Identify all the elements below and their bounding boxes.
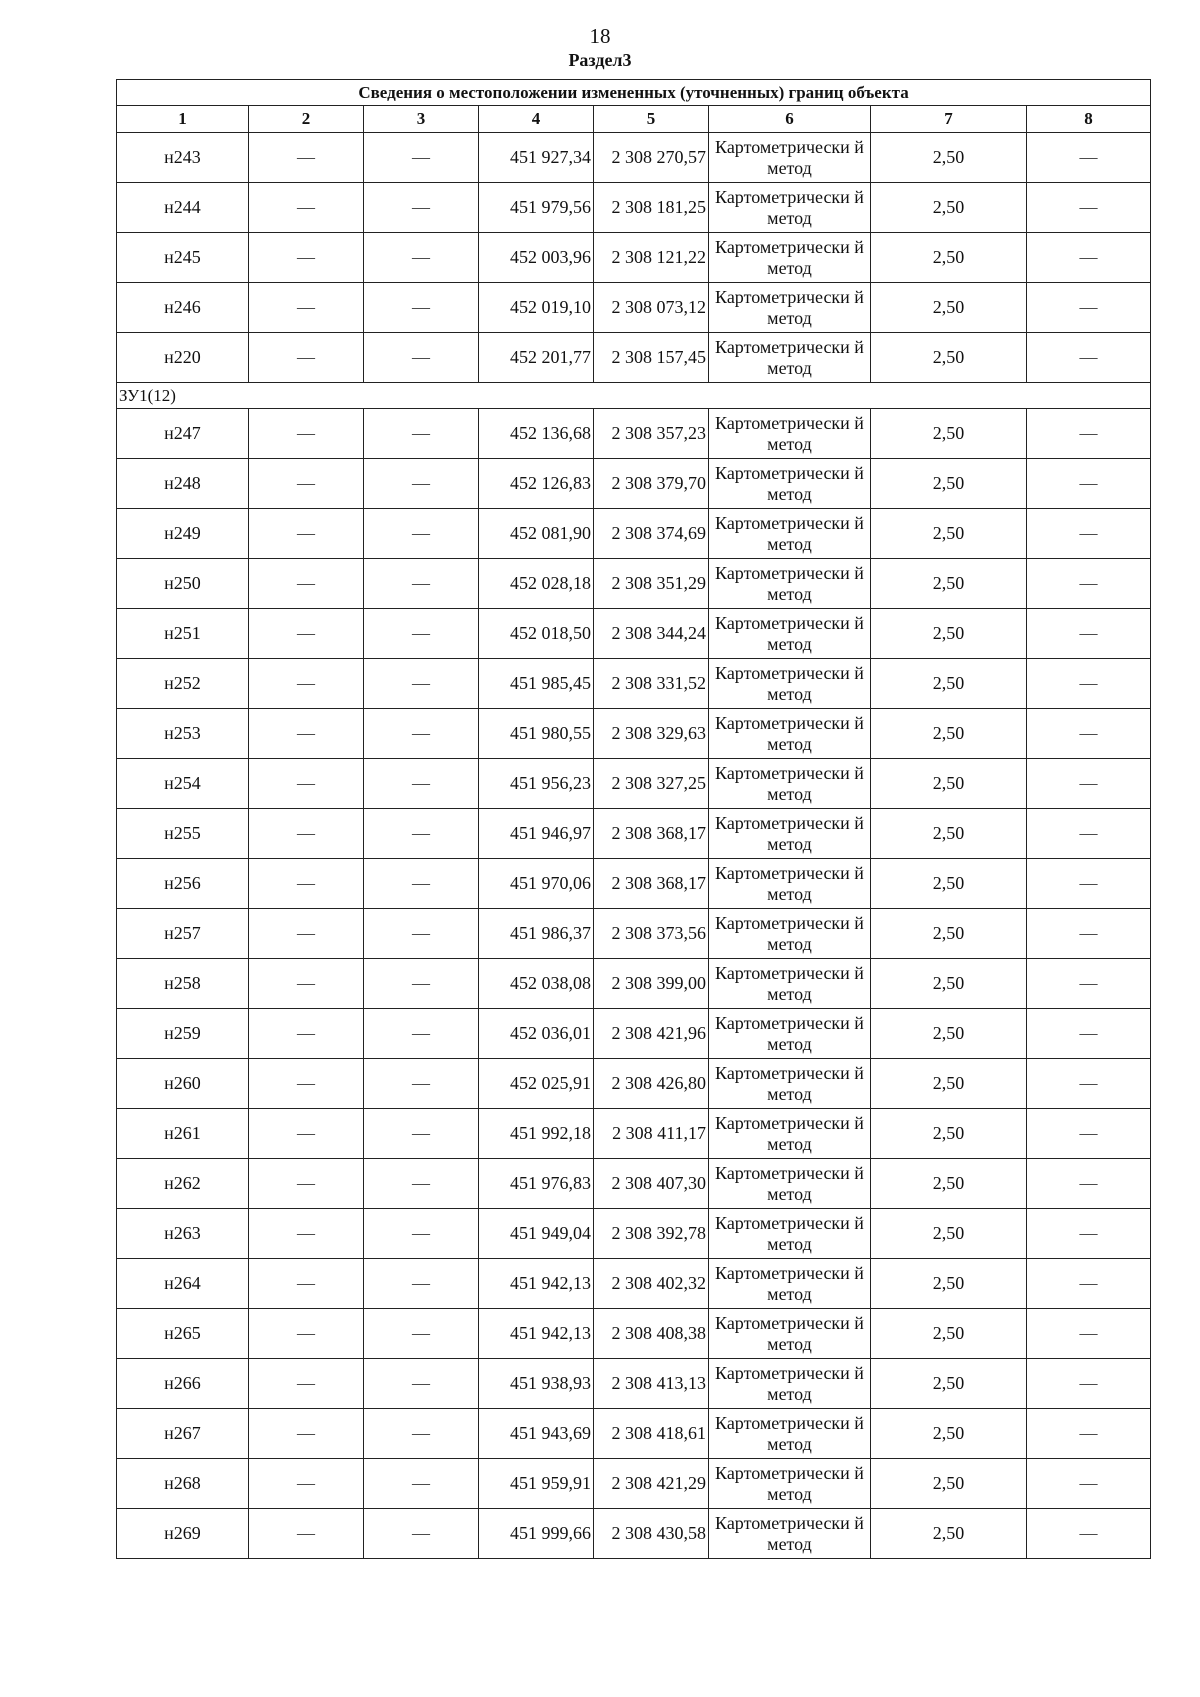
empty-cell: —: [1027, 1409, 1151, 1459]
point-cell: н269: [117, 1509, 249, 1559]
empty-cell: —: [249, 909, 364, 959]
method-cell: Картометрически й метод: [709, 609, 871, 659]
empty-cell: —: [249, 1359, 364, 1409]
empty-cell: —: [1027, 959, 1151, 1009]
empty-cell: —: [1027, 509, 1151, 559]
method-cell: Картометрически й метод: [709, 1509, 871, 1559]
method-cell: Картометрически й метод: [709, 1459, 871, 1509]
method-cell: Картометрически й метод: [709, 1109, 871, 1159]
method-cell: Картометрически й метод: [709, 809, 871, 859]
accuracy-cell: 2,50: [871, 609, 1027, 659]
method-cell: Картометрически й метод: [709, 333, 871, 383]
empty-cell: —: [364, 283, 479, 333]
x-coordinate-cell: 451 976,83: [479, 1159, 594, 1209]
x-coordinate-cell: 451 992,18: [479, 1109, 594, 1159]
empty-cell: —: [1027, 609, 1151, 659]
empty-cell: —: [249, 759, 364, 809]
empty-cell: —: [364, 509, 479, 559]
method-cell: Картометрически й метод: [709, 1259, 871, 1309]
method-cell: Картометрически й метод: [709, 1159, 871, 1209]
x-coordinate-cell: 452 019,10: [479, 283, 594, 333]
x-coordinate-cell: 451 999,66: [479, 1509, 594, 1559]
accuracy-cell: 2,50: [871, 333, 1027, 383]
y-coordinate-cell: 2 308 408,38: [594, 1309, 709, 1359]
accuracy-cell: 2,50: [871, 659, 1027, 709]
empty-cell: —: [1027, 1509, 1151, 1559]
table-row: [117, 709, 1151, 759]
empty-cell: —: [364, 859, 479, 909]
table-row: [117, 283, 1151, 333]
empty-cell: —: [249, 459, 364, 509]
y-coordinate-cell: 2 308 421,29: [594, 1459, 709, 1509]
empty-cell: —: [249, 1459, 364, 1509]
column-number: 3: [364, 106, 479, 133]
table-row: [117, 509, 1151, 559]
group-label: ЗУ1(12): [117, 383, 1151, 409]
method-cell: Картометрически й метод: [709, 1209, 871, 1259]
y-coordinate-cell: 2 308 413,13: [594, 1359, 709, 1409]
empty-cell: —: [249, 859, 364, 909]
column-number: 8: [1027, 106, 1151, 133]
x-coordinate-cell: 451 927,34: [479, 133, 594, 183]
accuracy-cell: 2,50: [871, 1209, 1027, 1259]
empty-cell: —: [1027, 133, 1151, 183]
accuracy-cell: 2,50: [871, 1009, 1027, 1059]
accuracy-cell: 2,50: [871, 909, 1027, 959]
method-cell: Картометрически й метод: [709, 909, 871, 959]
empty-cell: —: [249, 283, 364, 333]
empty-cell: —: [364, 1509, 479, 1559]
point-cell: н251: [117, 609, 249, 659]
point-cell: н267: [117, 1409, 249, 1459]
point-cell: н243: [117, 133, 249, 183]
column-numbers-row: [117, 106, 1151, 133]
x-coordinate-cell: 452 136,68: [479, 409, 594, 459]
table-row: [117, 909, 1151, 959]
point-cell: н265: [117, 1309, 249, 1359]
accuracy-cell: 2,50: [871, 183, 1027, 233]
accuracy-cell: 2,50: [871, 1059, 1027, 1109]
y-coordinate-cell: 2 308 329,63: [594, 709, 709, 759]
method-cell: Картометрически й метод: [709, 459, 871, 509]
y-coordinate-cell: 2 308 181,25: [594, 183, 709, 233]
method-cell: Картометрически й метод: [709, 133, 871, 183]
table-row: [117, 609, 1151, 659]
empty-cell: —: [364, 409, 479, 459]
accuracy-cell: 2,50: [871, 959, 1027, 1009]
empty-cell: —: [249, 659, 364, 709]
empty-cell: —: [1027, 1309, 1151, 1359]
y-coordinate-cell: 2 308 368,17: [594, 809, 709, 859]
accuracy-cell: 2,50: [871, 1509, 1027, 1559]
x-coordinate-cell: 451 986,37: [479, 909, 594, 959]
table-row: [117, 1009, 1151, 1059]
table-row: [117, 333, 1151, 383]
y-coordinate-cell: 2 308 357,23: [594, 409, 709, 459]
empty-cell: —: [364, 1359, 479, 1409]
y-coordinate-cell: 2 308 430,58: [594, 1509, 709, 1559]
accuracy-cell: 2,50: [871, 133, 1027, 183]
x-coordinate-cell: 452 038,08: [479, 959, 594, 1009]
y-coordinate-cell: 2 308 270,57: [594, 133, 709, 183]
point-cell: н249: [117, 509, 249, 559]
empty-cell: —: [1027, 759, 1151, 809]
x-coordinate-cell: 451 985,45: [479, 659, 594, 709]
table-row: [117, 959, 1151, 1009]
section-title: Раздел3: [568, 50, 632, 70]
point-cell: н247: [117, 409, 249, 459]
table-row: [117, 809, 1151, 859]
empty-cell: —: [249, 1309, 364, 1359]
table-row: [117, 409, 1151, 459]
empty-cell: —: [1027, 183, 1151, 233]
method-cell: Картометрически й метод: [709, 1359, 871, 1409]
group-row: [117, 383, 1151, 409]
x-coordinate-cell: 451 942,13: [479, 1309, 594, 1359]
method-cell: Картометрически й метод: [709, 233, 871, 283]
table-row: [117, 1359, 1151, 1409]
y-coordinate-cell: 2 308 418,61: [594, 1409, 709, 1459]
table-row: [117, 1209, 1151, 1259]
empty-cell: —: [249, 1209, 364, 1259]
empty-cell: —: [364, 1159, 479, 1209]
empty-cell: —: [364, 1059, 479, 1109]
method-cell: Картометрически й метод: [709, 183, 871, 233]
table-row: [117, 1059, 1151, 1109]
empty-cell: —: [1027, 333, 1151, 383]
method-cell: Картометрически й метод: [709, 283, 871, 333]
table-caption: Сведения о местоположении измененных (уточненных) границ объекта: [117, 80, 1151, 106]
empty-cell: —: [249, 959, 364, 1009]
y-coordinate-cell: 2 308 421,96: [594, 1009, 709, 1059]
point-cell: н263: [117, 1209, 249, 1259]
table-row: [117, 1459, 1151, 1509]
empty-cell: —: [364, 909, 479, 959]
empty-cell: —: [249, 183, 364, 233]
y-coordinate-cell: 2 308 407,30: [594, 1159, 709, 1209]
empty-cell: —: [364, 1309, 479, 1359]
empty-cell: —: [249, 1259, 364, 1309]
point-cell: н256: [117, 859, 249, 909]
empty-cell: —: [1027, 459, 1151, 509]
table-row: [117, 133, 1151, 183]
point-cell: н252: [117, 659, 249, 709]
x-coordinate-cell: 451 970,06: [479, 859, 594, 909]
x-coordinate-cell: 451 959,91: [479, 1459, 594, 1509]
column-number: 1: [117, 106, 249, 133]
empty-cell: —: [249, 1009, 364, 1059]
x-coordinate-cell: 451 942,13: [479, 1259, 594, 1309]
empty-cell: —: [364, 959, 479, 1009]
empty-cell: —: [364, 1459, 479, 1509]
column-number: 7: [871, 106, 1027, 133]
accuracy-cell: 2,50: [871, 809, 1027, 859]
point-cell: н220: [117, 333, 249, 383]
empty-cell: —: [249, 609, 364, 659]
empty-cell: —: [364, 183, 479, 233]
method-cell: Картометрически й метод: [709, 409, 871, 459]
table-row: [117, 759, 1151, 809]
empty-cell: —: [364, 559, 479, 609]
accuracy-cell: 2,50: [871, 709, 1027, 759]
empty-cell: —: [364, 1209, 479, 1259]
empty-cell: —: [1027, 409, 1151, 459]
empty-cell: —: [249, 1509, 364, 1559]
empty-cell: —: [1027, 1009, 1151, 1059]
point-cell: н254: [117, 759, 249, 809]
empty-cell: —: [1027, 1259, 1151, 1309]
x-coordinate-cell: 451 946,97: [479, 809, 594, 859]
x-coordinate-cell: 452 025,91: [479, 1059, 594, 1109]
y-coordinate-cell: 2 308 399,00: [594, 959, 709, 1009]
method-cell: Картометрически й метод: [709, 1409, 871, 1459]
empty-cell: —: [364, 759, 479, 809]
boundary-coordinates-table: [116, 79, 1151, 1559]
table-caption-row: [117, 80, 1151, 106]
empty-cell: —: [249, 1159, 364, 1209]
empty-cell: —: [249, 133, 364, 183]
table-body-before: [117, 133, 1151, 383]
empty-cell: —: [249, 1109, 364, 1159]
empty-cell: —: [364, 809, 479, 859]
column-number: 2: [249, 106, 364, 133]
point-cell: н244: [117, 183, 249, 233]
empty-cell: —: [1027, 709, 1151, 759]
point-cell: н258: [117, 959, 249, 1009]
empty-cell: —: [249, 509, 364, 559]
accuracy-cell: 2,50: [871, 1309, 1027, 1359]
empty-cell: —: [364, 609, 479, 659]
method-cell: Картометрически й метод: [709, 509, 871, 559]
empty-cell: —: [1027, 1109, 1151, 1159]
y-coordinate-cell: 2 308 411,17: [594, 1109, 709, 1159]
empty-cell: —: [1027, 659, 1151, 709]
column-number: 5: [594, 106, 709, 133]
x-coordinate-cell: 452 201,77: [479, 333, 594, 383]
empty-cell: —: [1027, 1459, 1151, 1509]
table-row: [117, 1259, 1151, 1309]
point-cell: н253: [117, 709, 249, 759]
y-coordinate-cell: 2 308 073,12: [594, 283, 709, 333]
table-row: [117, 459, 1151, 509]
empty-cell: —: [249, 1409, 364, 1459]
y-coordinate-cell: 2 308 392,78: [594, 1209, 709, 1259]
y-coordinate-cell: 2 308 402,32: [594, 1259, 709, 1309]
x-coordinate-cell: 452 126,83: [479, 459, 594, 509]
y-coordinate-cell: 2 308 351,29: [594, 559, 709, 609]
y-coordinate-cell: 2 308 121,22: [594, 233, 709, 283]
empty-cell: —: [364, 659, 479, 709]
x-coordinate-cell: 451 949,04: [479, 1209, 594, 1259]
point-cell: н260: [117, 1059, 249, 1109]
method-cell: Картометрически й метод: [709, 1009, 871, 1059]
empty-cell: —: [364, 1409, 479, 1459]
empty-cell: —: [249, 1059, 364, 1109]
table-body-after: [117, 409, 1151, 1559]
x-coordinate-cell: 452 003,96: [479, 233, 594, 283]
point-cell: н248: [117, 459, 249, 509]
y-coordinate-cell: 2 308 368,17: [594, 859, 709, 909]
empty-cell: —: [249, 809, 364, 859]
table-row: [117, 1509, 1151, 1559]
table-row: [117, 559, 1151, 609]
table-row: [117, 659, 1151, 709]
empty-cell: —: [1027, 1209, 1151, 1259]
empty-cell: —: [364, 333, 479, 383]
accuracy-cell: 2,50: [871, 1359, 1027, 1409]
y-coordinate-cell: 2 308 157,45: [594, 333, 709, 383]
table-row: [117, 183, 1151, 233]
point-cell: н245: [117, 233, 249, 283]
point-cell: н250: [117, 559, 249, 609]
method-cell: Картометрически й метод: [709, 1309, 871, 1359]
table-row: [117, 1409, 1151, 1459]
empty-cell: —: [1027, 559, 1151, 609]
y-coordinate-cell: 2 308 331,52: [594, 659, 709, 709]
method-cell: Картометрически й метод: [709, 1059, 871, 1109]
empty-cell: —: [1027, 233, 1151, 283]
empty-cell: —: [249, 709, 364, 759]
empty-cell: —: [249, 559, 364, 609]
x-coordinate-cell: 452 018,50: [479, 609, 594, 659]
accuracy-cell: 2,50: [871, 1459, 1027, 1509]
x-coordinate-cell: 451 980,55: [479, 709, 594, 759]
y-coordinate-cell: 2 308 374,69: [594, 509, 709, 559]
method-cell: Картометрически й метод: [709, 659, 871, 709]
y-coordinate-cell: 2 308 426,80: [594, 1059, 709, 1109]
table-row: [117, 859, 1151, 909]
x-coordinate-cell: 451 979,56: [479, 183, 594, 233]
point-cell: н261: [117, 1109, 249, 1159]
accuracy-cell: 2,50: [871, 283, 1027, 333]
accuracy-cell: 2,50: [871, 759, 1027, 809]
empty-cell: —: [249, 333, 364, 383]
method-cell: Картометрически й метод: [709, 709, 871, 759]
point-cell: н264: [117, 1259, 249, 1309]
y-coordinate-cell: 2 308 327,25: [594, 759, 709, 809]
empty-cell: —: [249, 233, 364, 283]
accuracy-cell: 2,50: [871, 233, 1027, 283]
empty-cell: —: [364, 459, 479, 509]
method-cell: Картометрически й метод: [709, 559, 871, 609]
point-cell: н266: [117, 1359, 249, 1409]
empty-cell: —: [1027, 1159, 1151, 1209]
accuracy-cell: 2,50: [871, 459, 1027, 509]
table-row: [117, 1309, 1151, 1359]
accuracy-cell: 2,50: [871, 1109, 1027, 1159]
empty-cell: —: [364, 709, 479, 759]
accuracy-cell: 2,50: [871, 1159, 1027, 1209]
point-cell: н259: [117, 1009, 249, 1059]
empty-cell: —: [364, 1109, 479, 1159]
accuracy-cell: 2,50: [871, 859, 1027, 909]
accuracy-cell: 2,50: [871, 559, 1027, 609]
page-number: 18: [589, 24, 611, 48]
empty-cell: —: [364, 133, 479, 183]
column-number: 4: [479, 106, 594, 133]
y-coordinate-cell: 2 308 379,70: [594, 459, 709, 509]
x-coordinate-cell: 452 028,18: [479, 559, 594, 609]
table-row: [117, 1159, 1151, 1209]
table-group: [117, 383, 1151, 409]
point-cell: н268: [117, 1459, 249, 1509]
method-cell: Картометрически й метод: [709, 759, 871, 809]
y-coordinate-cell: 2 308 344,24: [594, 609, 709, 659]
empty-cell: —: [1027, 909, 1151, 959]
accuracy-cell: 2,50: [871, 1259, 1027, 1309]
point-cell: н246: [117, 283, 249, 333]
y-coordinate-cell: 2 308 373,56: [594, 909, 709, 959]
accuracy-cell: 2,50: [871, 509, 1027, 559]
accuracy-cell: 2,50: [871, 409, 1027, 459]
x-coordinate-cell: 452 081,90: [479, 509, 594, 559]
table-row: [117, 1109, 1151, 1159]
column-number: 6: [709, 106, 871, 133]
x-coordinate-cell: 451 938,93: [479, 1359, 594, 1409]
empty-cell: —: [1027, 1059, 1151, 1109]
x-coordinate-cell: 452 036,01: [479, 1009, 594, 1059]
empty-cell: —: [1027, 859, 1151, 909]
empty-cell: —: [364, 233, 479, 283]
point-cell: н257: [117, 909, 249, 959]
point-cell: н255: [117, 809, 249, 859]
table-row: [117, 233, 1151, 283]
x-coordinate-cell: 451 956,23: [479, 759, 594, 809]
x-coordinate-cell: 451 943,69: [479, 1409, 594, 1459]
accuracy-cell: 2,50: [871, 1409, 1027, 1459]
empty-cell: —: [364, 1259, 479, 1309]
method-cell: Картометрически й метод: [709, 959, 871, 1009]
empty-cell: —: [249, 409, 364, 459]
empty-cell: —: [1027, 809, 1151, 859]
empty-cell: —: [364, 1009, 479, 1059]
empty-cell: —: [1027, 283, 1151, 333]
empty-cell: —: [1027, 1359, 1151, 1409]
method-cell: Картометрически й метод: [709, 859, 871, 909]
point-cell: н262: [117, 1159, 249, 1209]
